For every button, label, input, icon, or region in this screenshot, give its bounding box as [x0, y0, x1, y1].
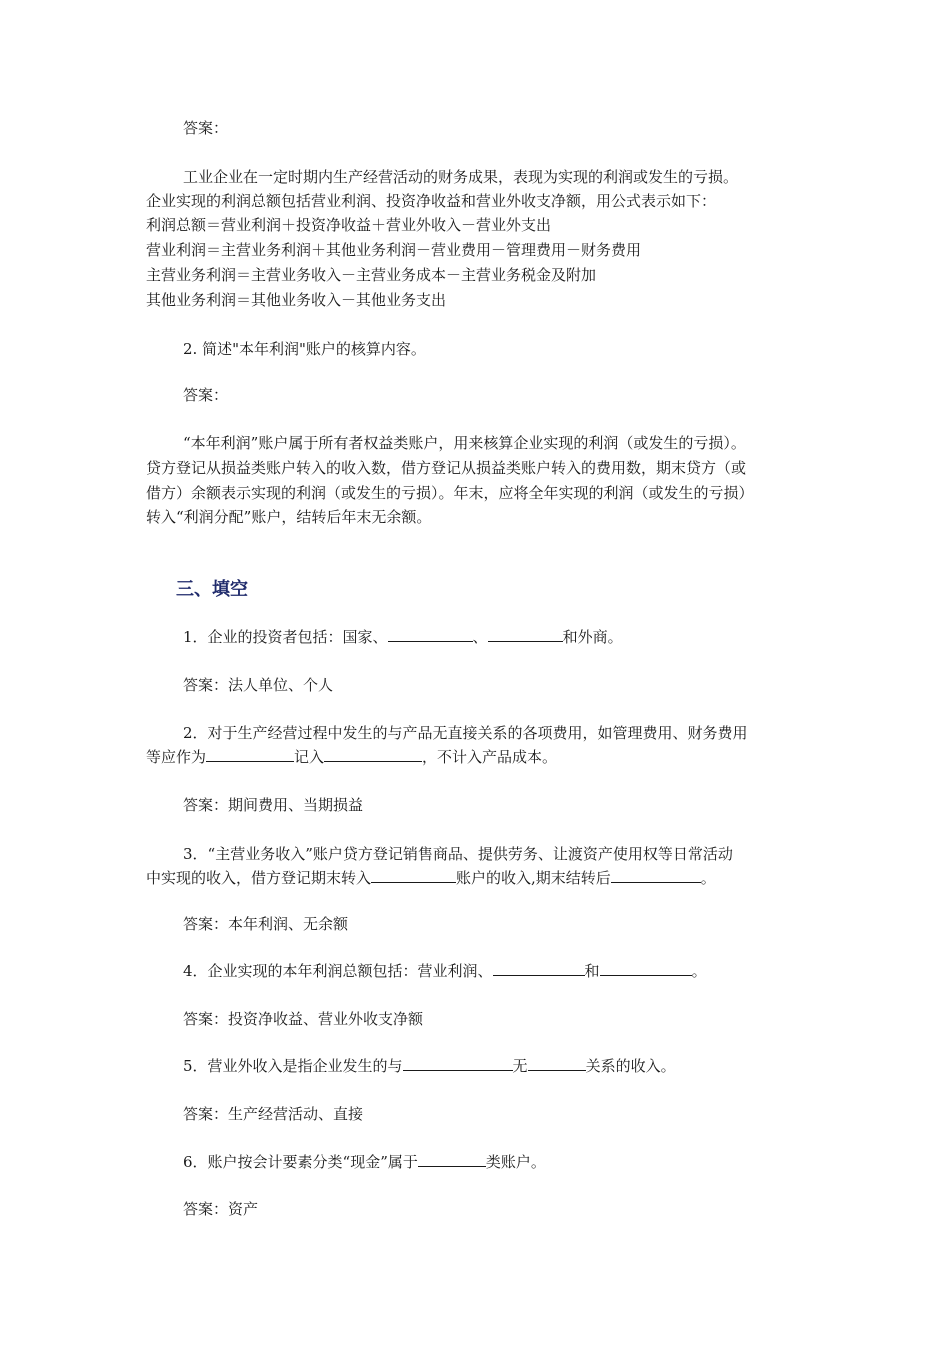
answer-2: 答案：期间费用、当期损益 [183, 796, 364, 814]
blank-line [488, 627, 563, 642]
question-text: 关系的收入。 [585, 1057, 676, 1075]
blank-line [371, 868, 456, 883]
blank-line [418, 1152, 486, 1167]
question-text: 和外商。 [562, 628, 623, 646]
answer-3: 答案：本年利润、无余额 [183, 915, 349, 933]
fill-question-1 [183, 626, 623, 648]
paragraph-line: 企业实现的利润总额包括营业利润、投资净收益和营业外收支净额，用公式表示如下： [146, 192, 717, 210]
question-text: 等应作为 [146, 748, 207, 766]
answer-1: 答案：法人单位、个人 [183, 676, 334, 694]
answer-label: 答案： [183, 119, 229, 137]
blank-line [403, 1056, 513, 1071]
section-heading: 三、填空 [176, 579, 248, 600]
formula-line: 其他业务利润＝其他业务收入－其他业务支出 [146, 291, 447, 309]
question-text: ，不计入产品成本。 [422, 748, 558, 766]
question-text: 6．账户按会计要素分类“现金”属于 [183, 1153, 418, 1171]
blank-line [324, 747, 422, 762]
fill-question-3-line2 [146, 867, 716, 889]
answer-label: 答案： [183, 386, 229, 404]
fill-question-3-line1: 3．“主营业务收入”账户贷方登记销售商品、提供劳务、让渡资产使用权等日常活动 [183, 845, 733, 863]
question-text: 中实现的收入，借方登记期末转入 [146, 869, 372, 887]
question-text: 。 [691, 962, 707, 980]
formula-line: 主营业务利润＝主营业务收入－主营业务成本－主营业务税金及附加 [146, 266, 597, 284]
question-text: 和 [584, 962, 600, 980]
question-text: 4．企业实现的本年利润总额包括：营业利润、 [183, 962, 493, 980]
blank-line [388, 627, 473, 642]
paragraph-line: 借方）余额表示实现的利润（或发生的亏损）。年末，应将全年实现的利润（或发生的亏损） [146, 484, 754, 502]
answer-4: 答案：投资净收益、营业外收支净额 [183, 1010, 424, 1028]
paragraph-line: 转入“利润分配”账户，结转后年末无余额。 [146, 508, 432, 526]
question-text: 1．企业的投资者包括：国家、 [183, 628, 388, 646]
question-text: 无 [512, 1057, 528, 1075]
fill-question-6 [183, 1151, 546, 1173]
fill-question-2-line2 [146, 746, 557, 768]
fill-question-4 [183, 960, 707, 982]
question-text: 5．营业外收入是指企业发生的与 [183, 1057, 403, 1075]
blank-line [611, 868, 701, 883]
paragraph-line: 工业企业在一定时期内生产经营活动的财务成果，表现为实现的利润或发生的亏损。 [183, 168, 739, 186]
answer-5: 答案：生产经营活动、直接 [183, 1105, 364, 1123]
question-text: 、 [472, 628, 488, 646]
blank-line [493, 961, 585, 976]
blank-line [206, 747, 294, 762]
blank-line [600, 961, 692, 976]
blank-line [528, 1056, 586, 1071]
paragraph-line: “本年利润”账户属于所有者权益类账户，用来核算企业实现的利润（或发生的亏损）。 [183, 434, 746, 452]
fill-question-5 [183, 1055, 676, 1077]
formula-line: 营业利润＝主营业务利润＋其他业务利润－营业费用－管理费用－财务费用 [146, 241, 642, 259]
question-2: 2. 简述"本年利润"账户的核算内容。 [183, 340, 426, 358]
question-text: 账户的收入,期末结转后 [456, 869, 611, 887]
paragraph-line: 贷方登记从损益类账户转入的收入数，借方登记从损益类账户转入的费用数，期末贷方（或 [146, 459, 747, 477]
question-text: 类账户。 [485, 1153, 546, 1171]
fill-question-2-line1: 2．对于生产经营过程中发生的与产品无直接关系的各项费用，如管理费用、财务费用 [183, 724, 748, 742]
question-text: 。 [700, 869, 716, 887]
formula-line: 利润总额＝营业利润＋投资净收益＋营业外收入－营业外支出 [146, 216, 552, 234]
question-text: 记入 [294, 748, 325, 766]
answer-6: 答案：资产 [183, 1200, 259, 1218]
